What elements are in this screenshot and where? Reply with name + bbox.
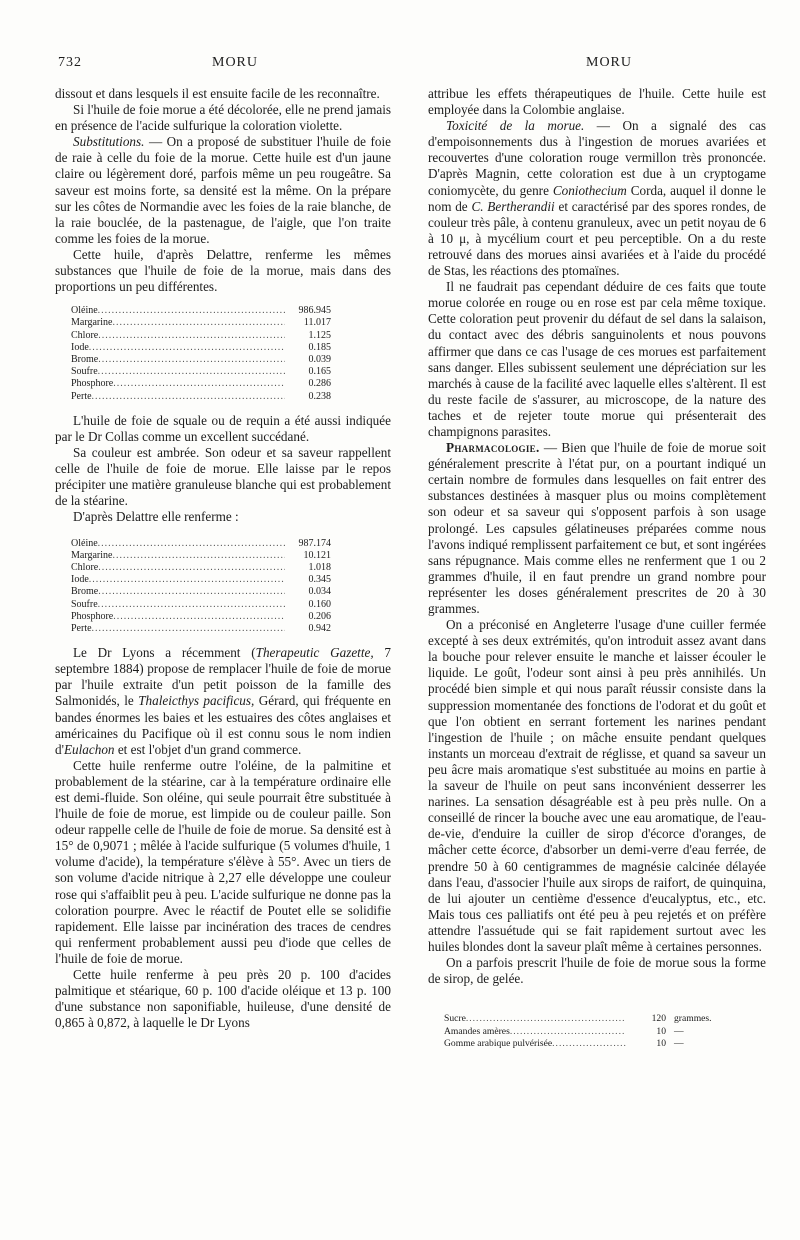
paragraph: Si l'huile de foie morue a été décolorée, elle ne prend jamais en présence de l'acide sulfurique la coloration violette. [55, 102, 392, 134]
paragraph: Sa couleur est ambrée. Son odeur et sa saveur rappellent celle de l'huile de foie de morue. Elle laisse par le repos précipiter une matière granuleuse blanche qui est probablement de la stéarine. [55, 445, 391, 509]
paragraph-pharmacologie [428, 440, 766, 617]
table-label: Iode [71, 341, 89, 353]
paragraph: D'après Delattre elle renferme : [73, 509, 239, 525]
running-title-left: MORU [212, 55, 259, 70]
running-title-right: MORU [586, 55, 633, 70]
table-row [71, 317, 331, 329]
paragraph-toxicite [428, 118, 766, 279]
table-row [71, 366, 331, 378]
table-row [71, 378, 331, 390]
table-label: Perte [71, 390, 92, 402]
table-value: 0.238 [308, 390, 331, 402]
table-value: 1.018 [308, 561, 331, 573]
table-unit: grammes. [674, 1013, 712, 1025]
table-value: 0.345 [308, 574, 331, 586]
paragraph: Il ne faudrait pas cependant déduire de ces faits que toute morue colorée en rouge ou en rose est par cela même toxique. Cette coloration peut provenir du défaut de sel dans la salaison, du contact avec des débris sanguinolents et nous pouvons affirmer que dans ce cas l'usage de ces morues est parfaitement sans danger. Elles subissent seulement une dépréciation sur les marchés à cause de la facilité avec laquelle elles s'altèrent. Il est du reste facile de s'assurer, au microscope, de la nature des taches et de rejeter toute morue qui présenterait des champignons parasites. [428, 279, 766, 439]
paragraph: L'huile de foie de squale ou de requin a été aussi indiquée par le Dr Collas comme un excellent succédané. [55, 412, 391, 444]
table-value: 0.942 [308, 622, 331, 634]
paragraph: Cette huile renferme outre l'oléine, de la palmitine et probablement de la stéarine, car à la température ordinaire elle est demi-fluide. Son oléine, qui seule pourrait être substituée à l'huile de foie de morue, est limpide ou de couleur paille. Son odeur rappelle celle de l'huile de foie de morue. Sa densité est à 15° de 0,9071 ; mêlée à l'acide sulfurique (5 volumes d'huile, 1 volume d'acide), la température s'élève à 55°. Avec un tiers de son volume d'acide nitrique à 2,27 elle développe une couleur rose qui s'affaiblit peu à peu. L'acide sulfurique ne donne pas la coloration pourpre. Avec le réactif de Poutet elle se solidifie rapidement. Elle laisse par incinération des traces de cendres qui renferment probablement aussi peu d'iode que celles de l'huile de foie de morue. [55, 757, 391, 966]
table-value: 0.286 [308, 378, 331, 390]
right-column [428, 86, 766, 1051]
table-row [71, 550, 331, 562]
paragraph: attribue les effets thérapeutiques de l'huile. Cette huile est employée dans la Colombie anglaise. [428, 86, 766, 118]
paragraph-lyons [55, 645, 391, 758]
table-label: Margarine [71, 549, 113, 561]
table-label: Soufre [71, 366, 98, 378]
table-value: 0.185 [308, 341, 331, 353]
table-row [71, 391, 331, 403]
paragraph-text: — On a signalé des cas d'empoisonnements dus à l'ingestion de morues avariées et recouvertes d'une coloration rouge vermillon très prononcée. D'après Magnin, cette coloration est due à un cryptogame coniomycète, du genre [428, 118, 767, 198]
page-number: 732 [58, 55, 82, 70]
composition-table-raie [71, 305, 331, 403]
paragraph: Cette huile renferme à peu près 20 p. 100 d'acides palmitique et stéarique, 60 p. 100 d'acide oléique et 13 p. 100 d'une substance non saponifiable, huileuse, d'une densité de 0,865 à 0,872, à laquelle le Dr Lyons [55, 967, 391, 1031]
paragraph: Cette huile, d'après Delattre, renferme les mêmes substances que l'huile de foie de la morue, mais dans des proportions un peu différentes. [55, 246, 391, 295]
section-heading: Pharmacologie. [446, 440, 540, 456]
table-label: Oléine [71, 305, 98, 317]
table-label: Chlore [71, 561, 99, 573]
table-row [71, 305, 331, 317]
paragraph-text: Gérard, qui fréquente en bandes énormes les baies et les estuaires des côtes anglaises et américaines du Pacifique où il est connu sous le nom indien d' [55, 693, 391, 757]
paragraph-substitutions [55, 134, 391, 247]
table-row [444, 1013, 744, 1026]
table-row [71, 599, 331, 611]
section-heading: Toxicité de la morue. [446, 118, 585, 134]
table-qty: 10 [656, 1038, 666, 1050]
table-value: 0.034 [308, 586, 331, 598]
paragraph-text: Le Dr Lyons a récemment ( [73, 645, 256, 661]
composition-table-squale [71, 538, 331, 636]
table-row [71, 538, 331, 550]
formula-table [444, 1013, 744, 1051]
table-row [71, 562, 331, 574]
paragraph-text: — Bien que l'huile de foie de morue soit généralement prescrite à l'état pur, on a pourtant indiqué un certain nombre de formules dans lesquelles on fait entrer des substances destinées à masquer plus ou moins complètement son odeur et sa saveur qui s'opposent parfois à son usage prolongé. Les capsules gélatineuses préparées comme nous l'avons indiqué remplissent parfaitement ce but, et sont ingérées sans répugnance. Mais comme elles ne renferment que 1 ou 2 grammes d'huile, il en faut prendre un grand nombre pour représenter les doses généralement prescrites de 20 à 30 grammes. [428, 440, 766, 616]
table-value: 987.174 [298, 537, 331, 549]
table-row [71, 354, 331, 366]
table-label: Amandes amères [444, 1025, 510, 1037]
species-name: C. Bertherandii [471, 198, 555, 214]
species-name: Thaleicthys pacificus, [138, 693, 255, 709]
table-value: 11.017 [303, 317, 331, 329]
table-label: Chlore [71, 329, 99, 341]
indian-name: Eulachon [63, 741, 115, 757]
table-value: 0.160 [308, 598, 331, 610]
paragraph-text: 7 septembre 1884) propose de remplacer l'huile de foie de morue par l'huile extraite d'un petit poisson de la famille des Salmonidés, le [55, 645, 392, 709]
paragraph: On a préconisé en Angleterre l'usage d'une cuiller fermée excepté à ses deux extrémités, qu'on introduit assez avant dans la bouche pour relever ensuite le manche et laisser écouler le liquide. Le goût, l'odeur sont ainsi à peu près annihilés. Un procédé bien simple et qui nous paraît réussir consiste dans la suppression momentanée des fonctions de l'odorat et du goût et que l'on obtient en serrant fortement les narines pendant l'ingestion de l'huile ; on mâche ensuite pendant quelques instants un morceau d'extrait de réglisse, et quand sa saveur un peu âcre mais aromatique s'est substituée au moins en partie à la saveur de l'huile on peut sans inconvénient desserrer les narines. La sensation désagréable est à peu près nulle. On a conseillé de rincer la bouche avec une eau aromatique, de l'eau-de-vie, d'enduire la cuiller de sirop d'écorce d'oranges, de mâcher cette écorce, d'absorber un demi-verre d'eau ferrée, de prendre 50 à 60 centigrammes de magnésie calcinée délayée dans l'eau, d'associer l'huile aux sirops de raifort, de quinquina, de lui ajouter un centième d'essence d'eucalyptus, etc., etc. Mais tous ces palliatifs ont été peu à peu rejetés et on préfère attendre l'assuétude qui se fait rapidement surtout avec les huiles blondes dont la saveur plaît même à certaines personnes. [428, 617, 766, 954]
table-label: Margarine [71, 317, 113, 329]
table-row [71, 342, 331, 354]
table-qty: 120 [651, 1013, 666, 1025]
table-value: 0.206 [308, 610, 331, 622]
table-row [71, 586, 331, 598]
table-label: Iode [71, 574, 89, 586]
table-label: Soufre [71, 598, 98, 610]
table-label: Oléine [71, 537, 98, 549]
table-row [71, 611, 331, 623]
left-column [55, 86, 391, 1031]
journal-title: Therapeutic Gazette, [255, 645, 374, 661]
table-label: Phosphore [71, 378, 114, 390]
table-row [444, 1038, 744, 1051]
paragraph-text: Corda, auquel il donne le nom de [428, 182, 766, 214]
paragraph-text: — On a proposé de substituer l'huile de foie de raie à celle du foie de la morue. Cette huile est d'un jaune claire ou légèrement doré, parfois même un peu rougeâtre. Sa saveur est moins forte, sa densité est la même. On la prépare sur les côtes de Normandie avec les foies de la raie blanche, de la raie bouclée, de la pastenague, de l'aigle, que l'on traite comme les foies de la morue. [55, 134, 391, 246]
table-value: 986.945 [298, 305, 331, 317]
table-row [71, 623, 331, 635]
table-label: Perte [71, 622, 92, 634]
table-value: 1.125 [308, 329, 331, 341]
table-label: Brome [71, 586, 99, 598]
table-label: Phosphore [71, 610, 114, 622]
genus-name: Coniothecium [552, 182, 627, 198]
table-row [71, 574, 331, 586]
paragraph: On a parfois prescrit l'huile de foie de morue sous la forme de sirop, de gelée. [428, 955, 766, 987]
table-value: 10.121 [303, 549, 331, 561]
paragraph: dissout et dans lesquels il est ensuite facile de les reconnaître. [55, 86, 380, 101]
table-label: Sucre [444, 1013, 466, 1025]
table-label: Gomme arabique pulvérisée [444, 1038, 553, 1050]
table-label: Brome [71, 354, 99, 366]
paragraph-text: et est l'objet d'un grand commerce. [114, 741, 302, 757]
table-unit: — [674, 1025, 684, 1037]
table-row [71, 330, 331, 342]
table-unit: — [674, 1038, 684, 1050]
paragraph-text: et caractérisé par des spores rondes, de couleur très pâle, à contenu granuleux, avec un petit noyau de 6 à 10 μ, à mycélium court et peu perceptible. On a du reste retrouvé dans des morues ainsi avariées et à l'aide du procédé de Stas, les réactions des ptomaïnes. [428, 198, 766, 279]
table-qty: 10 [656, 1025, 666, 1037]
table-value: 0.039 [308, 354, 331, 366]
table-value: 0.165 [308, 366, 331, 378]
table-row [444, 1026, 744, 1039]
section-heading: Substitutions. [73, 134, 145, 150]
